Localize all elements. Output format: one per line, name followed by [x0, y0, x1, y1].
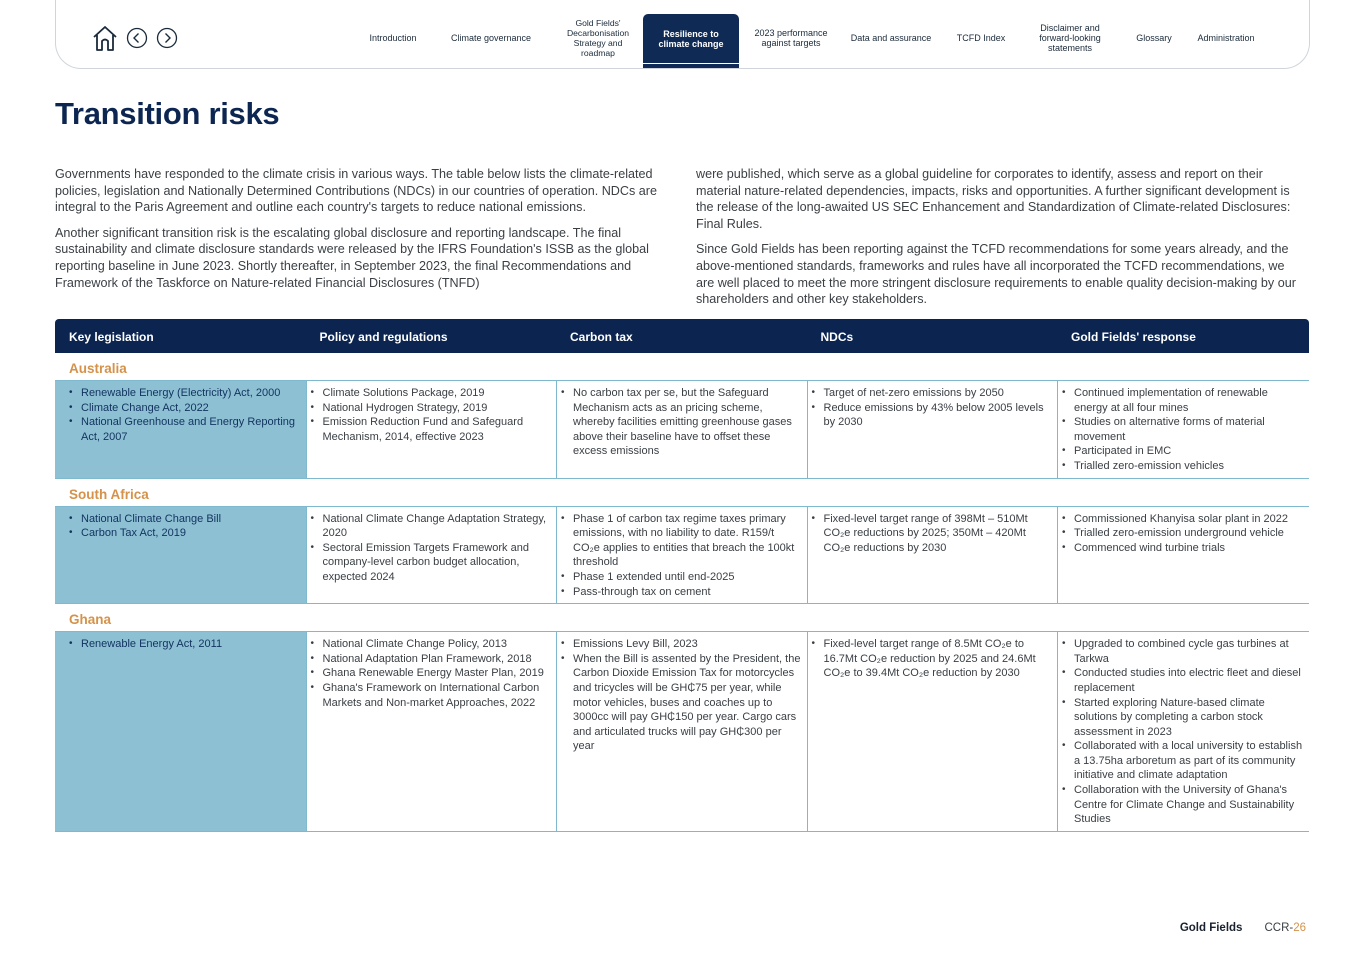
list-item: • Target of net-zero emissions by 2050 [812, 386, 1053, 401]
page-number-prefix: CCR- [1264, 922, 1294, 934]
list-item: • Continued implementation of renewable energy at all four mines [1062, 386, 1303, 415]
tab-administration[interactable]: Administration [1197, 33, 1255, 43]
nav-icon-group [92, 24, 178, 52]
list-item: • When the Bill is assented by the President, the Carbon Dioxide Emission Tax for motorcycles and tricycles will be GH₵75 per year, while motor vehicles, buses and coaches up to 3000cc will pay GH₵150 per year. Cargo cars and articulated trucks will pay GH₵300 per year [561, 652, 802, 754]
list-item: • National Greenhouse and Energy Reporting Act, 2007 [69, 415, 301, 444]
column-header: Gold Fields' response [1071, 330, 1196, 344]
table-cell [55, 632, 306, 831]
column-header: Key legislation [69, 330, 154, 344]
bullet-list [1062, 637, 1303, 827]
table-cell [807, 632, 1058, 831]
tab-tcfd-index[interactable]: TCFD Index [956, 33, 1006, 43]
bullet-list [1062, 386, 1303, 474]
column-header: Carbon tax [570, 330, 633, 344]
table-cell [306, 632, 557, 831]
country-heading: Ghana [55, 604, 1309, 632]
bullet-list [561, 512, 802, 600]
chevron-left-icon[interactable] [126, 27, 148, 49]
list-item: • Trialled zero-emission vehicles [1062, 459, 1303, 474]
list-item: • Ghana's Framework on International Carbon Markets and Non-market Approaches, 2022 [311, 681, 552, 710]
intro-paragraph: Since Gold Fields has been reporting against the TCFD recommendations for some years already, and the above-mentioned standards, frameworks and rules have all incorporated the TCFD recommendations, we are well placed to meet the more stringent disclosure requirements to enable quality decision-making by our shareholders and other key stakeholders. [696, 242, 1296, 307]
page-footer [1180, 922, 1306, 934]
intro-paragraph: were published, which serve as a global guideline for corporates to identify, assess and report on their material nature-related dependencies, impacts, risks and opportunities. A further significant development is the release of the long-awaited US SEC Enhancement and Standardization of Climate-related Disclosures: Final Rules. [696, 167, 1291, 231]
table-cell [556, 381, 807, 478]
intro-column-left [55, 166, 665, 300]
list-item: • Trialled zero-emission underground vehicle [1062, 526, 1303, 541]
table-body [55, 353, 1309, 832]
list-item: • Collaborated with a local university to establish a 13.75ha arboretum as part of its community initiative and climate adaptation [1062, 739, 1303, 783]
list-item: • Phase 1 of carbon tax regime taxes primary emissions, with no liability to date. R159/t CO₂e applies to entities that breach the 100kt threshold [561, 512, 802, 570]
bullet-list [311, 512, 552, 585]
page-title: Transition risks [55, 96, 280, 131]
footer-brand: Gold Fields [1179, 922, 1243, 934]
list-item: • Sectoral Emission Targets Framework and company-level carbon budget allocation, expected 2024 [311, 541, 552, 585]
section-tabs [357, 14, 1261, 69]
bullet-list [812, 386, 1053, 430]
table-cell [1057, 381, 1308, 478]
table-cell [1057, 632, 1308, 831]
list-item: • Reduce emissions by 43% below 2005 levels by 2030 [812, 401, 1053, 430]
table-cell [1057, 507, 1308, 604]
list-item: • Collaboration with the University of Ghana's Centre for Climate Change and Sustainability Studies [1062, 783, 1303, 827]
home-icon[interactable] [92, 24, 118, 52]
list-item: • National Climate Change Bill [69, 512, 301, 527]
table-cell [55, 381, 306, 478]
list-item: • National Climate Change Adaptation Strategy, 2020 [311, 512, 552, 541]
tab-introduction[interactable]: Introduction [369, 33, 417, 43]
country-heading: South Africa [55, 479, 1309, 507]
tab-resilience[interactable]: Resilience to climate change [643, 14, 739, 63]
bullet-list [311, 637, 552, 710]
list-item: • Carbon Tax Act, 2019 [69, 526, 301, 541]
table-row [55, 507, 1309, 605]
list-item: • No carbon tax per se, but the Safeguard Mechanism acts as an pricing scheme, whereby facilities emitting greenhouse gases above their baseline have to offset these excess emissions [561, 386, 802, 459]
bullet-list [69, 512, 301, 541]
intro-paragraph: Governments have responded to the climate crisis in various ways. The table below lists the climate-related policies, legislation and Nationally Determined Contributions (NDCs) in our countries of operation. NDCs are integral to the Paris Agreement and outline each country's targets to reduce national emissions. [55, 167, 657, 215]
list-item: • Participated in EMC [1062, 444, 1303, 459]
list-item: • National Climate Change Policy, 2013 [311, 637, 552, 652]
list-item: • Climate Change Act, 2022 [69, 401, 301, 416]
table-cell [807, 381, 1058, 478]
tab-performance[interactable]: 2023 performance against targets [754, 28, 828, 48]
list-item: • Emissions Levy Bill, 2023 [561, 637, 802, 652]
list-item: • Started exploring Nature-based climate solutions by completing a carbon stock assessment in 2023 [1062, 696, 1303, 740]
table-row [55, 381, 1309, 479]
table-cell [306, 381, 557, 478]
list-item: • Commenced wind turbine trials [1062, 541, 1303, 556]
column-header: NDCs [820, 330, 854, 344]
page-number-value: 26 [1293, 922, 1306, 934]
intro-paragraph: Another significant transition risk is the escalating global disclosure and reporting landscape. The final sustainability and climate disclosure standards were released by the IFRS Foundation's ISSB as the global reporting baseline in June 2023. Shortly thereafter, in September 2023, the final Recommendations and Framework of the Taskforce on Nature-related Financial Disclosures (TNFD) [55, 225, 649, 290]
chevron-right-icon[interactable] [156, 27, 178, 49]
table-cell [807, 507, 1058, 604]
list-item: • Pass-through tax on cement [561, 585, 802, 600]
tab-disclaimer[interactable]: Disclaimer and forward-looking statements [1039, 23, 1101, 53]
tab-data-assurance[interactable]: Data and assurance [850, 33, 932, 43]
country-heading: Australia [55, 353, 1309, 381]
table-cell [306, 507, 557, 604]
list-item: • National Adaptation Plan Framework, 2018 [311, 652, 552, 667]
intro-column-right [696, 166, 1306, 317]
page-number [1264, 922, 1306, 934]
bullet-list [1062, 512, 1303, 556]
transition-risks-table [55, 319, 1309, 832]
bullet-list [561, 637, 802, 754]
list-item: • Emission Reduction Fund and Safeguard Mechanism, 2014, effective 2023 [311, 415, 552, 444]
list-item: • Phase 1 extended until end-2025 [561, 570, 802, 585]
top-navigation-bar [55, 0, 1310, 69]
list-item: • Fixed-level target range of 398Mt – 510Mt CO₂e reductions by 2025; 350Mt – 420Mt CO₂e reductions by 2030 [812, 512, 1053, 556]
table-cell [55, 507, 306, 604]
list-item: • Commissioned Khanyisa solar plant in 2022 [1062, 512, 1303, 527]
list-item: • National Hydrogen Strategy, 2019 [311, 401, 552, 416]
tab-climate-governance[interactable]: Climate governance [450, 33, 532, 43]
tab-decarbonisation-strategy[interactable]: Gold Fields' Decarbonisation Strategy and roadmap [566, 18, 630, 58]
list-item: • Conducted studies into electric fleet and diesel replacement [1062, 666, 1303, 695]
list-item: • Fixed-level target range of 8.5Mt CO₂e to 16.7Mt CO₂e reduction by 2025 and 24.6Mt CO₂e to 39.4Mt CO₂e reduction by 2030 [812, 637, 1053, 681]
bullet-list [69, 386, 301, 444]
list-item: • Renewable Energy Act, 2011 [69, 637, 301, 652]
tab-glossary[interactable]: Glossary [1136, 33, 1172, 43]
list-item: • Climate Solutions Package, 2019 [311, 386, 552, 401]
table-header [55, 319, 1309, 353]
bullet-list [69, 637, 301, 652]
bullet-list [812, 512, 1053, 556]
bullet-list [812, 637, 1053, 681]
table-cell [556, 632, 807, 831]
list-item: • Renewable Energy (Electricity) Act, 2000 [69, 386, 301, 401]
table-row [55, 632, 1309, 832]
bullet-list [311, 386, 552, 444]
list-item: • Studies on alternative forms of material movement [1062, 415, 1303, 444]
list-item: • Ghana Renewable Energy Master Plan, 2019 [311, 666, 552, 681]
column-header: Policy and regulations [319, 330, 448, 344]
list-item: • Upgraded to combined cycle gas turbines at Tarkwa [1062, 637, 1303, 666]
bullet-list [561, 386, 802, 459]
table-cell [556, 507, 807, 604]
